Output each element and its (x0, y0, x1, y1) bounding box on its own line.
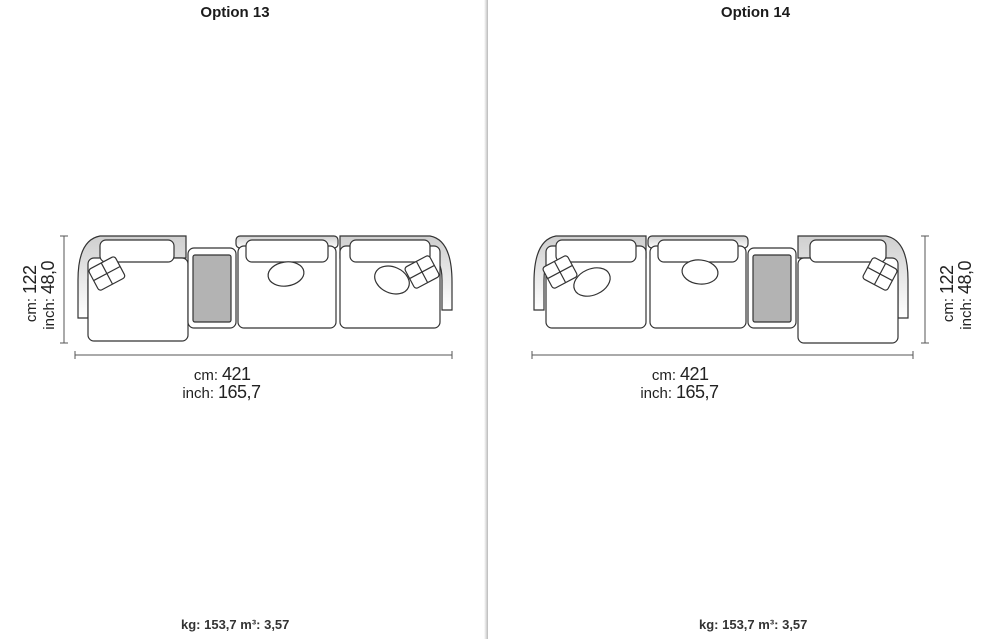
depth-inch-value: 48,0 (955, 260, 975, 294)
left-corner-module (534, 236, 646, 328)
table-module (188, 248, 236, 328)
weight-volume-footer: kg: 153,7 m³: 3,57 (181, 617, 290, 632)
depth-cm-value: 122 (20, 265, 40, 294)
width-cm-label: cm: (193, 367, 218, 384)
depth-dimensions (939, 261, 975, 336)
chaise-module (78, 236, 188, 341)
right-corner-module (340, 236, 452, 328)
width-cm-value: 421 (680, 364, 709, 384)
depth-inch-label: inch: (41, 298, 58, 330)
depth-dimension-line (60, 236, 68, 343)
width-dimensions (168, 366, 261, 402)
width-dimension-line (532, 351, 913, 359)
width-dimensions (626, 366, 719, 402)
depth-inch-label: inch: (958, 298, 975, 330)
depth-dimensions (22, 261, 58, 336)
depth-cm-value: 122 (937, 265, 957, 294)
weight-volume-footer: kg: 153,7 m³: 3,57 (699, 617, 808, 632)
width-cm-label: cm: (651, 367, 676, 384)
option-14-panel (488, 0, 1007, 639)
width-inch-value: 165,7 (218, 382, 261, 402)
sofa-floor-plan (488, 0, 1007, 639)
depth-inch-value: 48,0 (38, 260, 58, 294)
option-13-panel (0, 0, 486, 639)
width-inch-label: inch: (182, 385, 214, 402)
width-cm-value: 421 (222, 364, 251, 384)
table-module (748, 248, 796, 328)
width-dimension-line (75, 351, 452, 359)
middle-seat-module (648, 236, 748, 328)
depth-cm-label: cm: (23, 298, 40, 323)
middle-seat-module (236, 236, 338, 328)
chaise-module (798, 236, 908, 343)
sofa-floor-plan (0, 0, 486, 639)
option-title: Option 13 (200, 4, 270, 21)
option-title: Option 14 (720, 4, 791, 21)
depth-cm-label: cm: (940, 298, 957, 323)
depth-dimension-line (921, 236, 929, 343)
width-inch-value: 165,7 (676, 382, 719, 402)
width-inch-label: inch: (640, 385, 672, 402)
